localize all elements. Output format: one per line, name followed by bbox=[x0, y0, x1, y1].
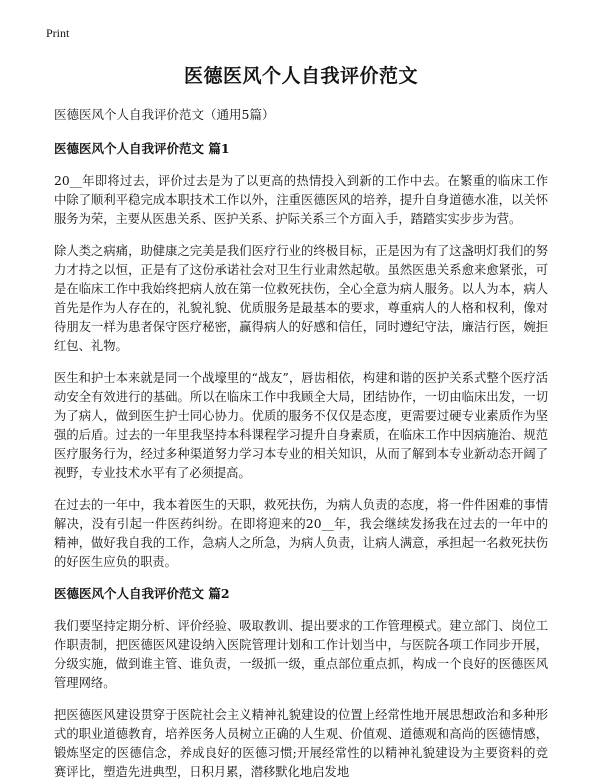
paragraph: 除人类之病痛，助健康之完美是我们医疗行业的终极目标，正是因为有了这盏明灯我们的努力才持之以恒，正是有了这份承诺社会对卫生行业肃然起敬。虽然医患关系愈来愈紧张，可是在临床工作中我始终把病人放在第一位救死扶伤，全心全意为病人服务。以人为本，病人首先是作为人存在的，礼貌礼貌、优质服务是最基本的要求，尊重病人的人格和权利，像对待朋友一样为患者保守医疗秘密，赢得病人的好感和信任，同时遵纪守法，廉洁行医，婉拒红包、礼物。 bbox=[54, 244, 548, 353]
print-link[interactable]: Print bbox=[46, 26, 70, 40]
section-1 bbox=[54, 140, 548, 572]
paragraph: 我们要坚持定期分析、评价经验、吸取教训、提出要求的工作管理模式。建立部门、岗位工作职责制，把医德医风建设纳入医院管理计划和工作计划当中，与医院各项工作同步开展，分级实施，做到谁主管、谁负责，一级抓一级，重点部位重点抓，构成一个良好的医德医风管理网络。 bbox=[54, 619, 548, 690]
paragraph: 把医德医风建设贯穿于医院社会主义精神礼貌建设的位置上经常性地开展思想政治和多种形式的职业道德教育，培养医务人员树立正确的人生观、价值观、道德观和高尚的医德情感，锻炼坚定的医德信念，养成良好的医德习惯;开展经常性的以精神礼貌建设为主要资料的竞赛评比，塑造先进典型，日积月累，潜移默化地启发地 bbox=[54, 708, 548, 779]
paragraph: 20__年即将过去，评价过去是为了以更高的热情投入到新的工作中去。在繁重的临床工作中除了顺利平稳完成本职技术工作以外，注重医德医风的培养，提升自身道德水准，以关怀服务为荣，主要从医患关系、医护关系、护际关系三个方面入手，踏踏实实步步为营。 bbox=[54, 174, 548, 226]
paragraph: 在过去的一年中，我本着医生的天职，救死扶伤，为病人负责的态度，将一件件困难的事情解决，没有引起一件医药纠纷。在即将迎来的20__年，我会继续发扬我在过去的一年中的精神，做好我自我的工作，急病人之所急，为病人负责，让病人满意，承担起一名救死扶伤的好医生应负的职责。 bbox=[54, 498, 548, 569]
section-heading: 医德医风个人自我评价范文 篇2 bbox=[54, 586, 230, 601]
paragraph: 医生和护士本来就是同一个战壕里的“战友”，唇齿相依，构建和谐的医护关系式整个医疗活动安全有效进行的基础。所以在临床工作中我顾全大局，团结协作，一切由临床出发，一切为了病人，做到医生护士同心协力。优质的服务不仅仅是态度，更需要过硬专业素质作为坚强的后盾。过去的一年里我坚持本科课程学习提升自身素质，在临床工作中因病施治、规范医疗服务行为，经过多种渠道努力学习本专业的相关知识，从而了解到本专业新动态开阔了视野，专业技术水平有了必须提高。 bbox=[54, 371, 548, 480]
section-heading: 医德医风个人自我评价范文 篇1 bbox=[54, 141, 230, 156]
document-subtitle: 医德医风个人自我评价范文（通用5篇） bbox=[54, 107, 275, 122]
section-2 bbox=[54, 585, 548, 782]
page-title: 医德医风个人自我评价范文 bbox=[183, 65, 418, 87]
